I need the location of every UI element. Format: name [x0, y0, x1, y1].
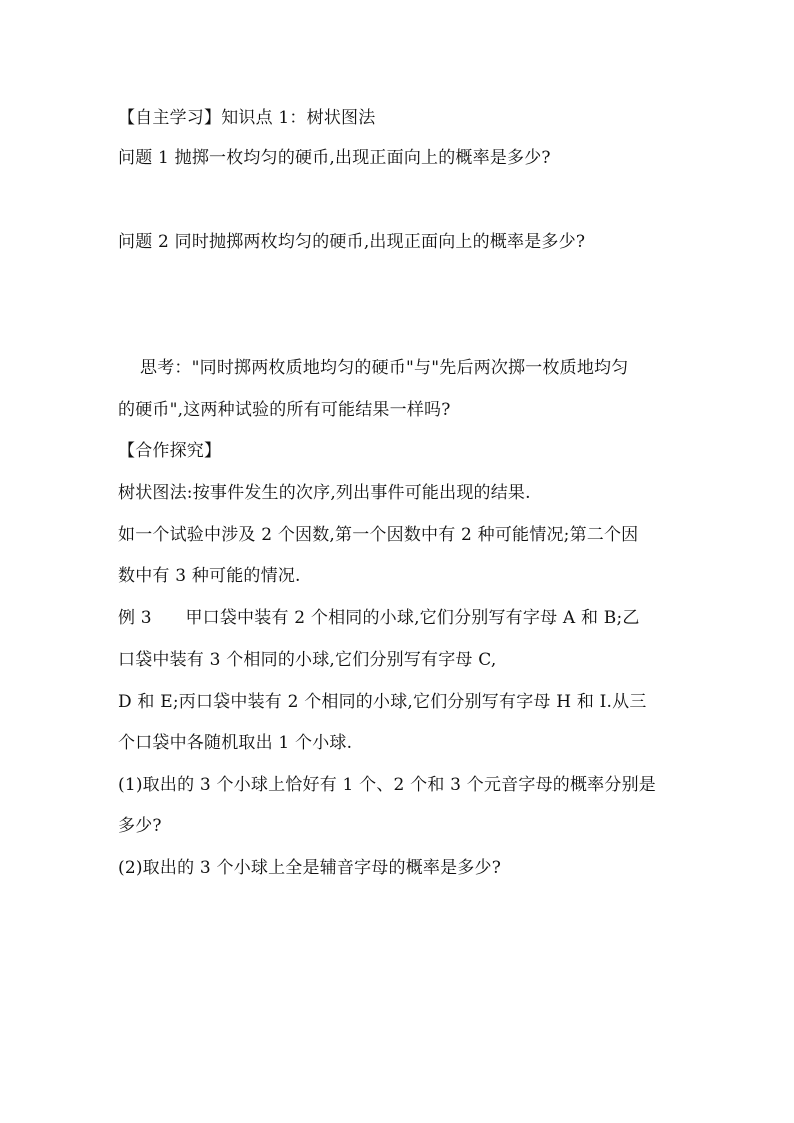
- thinking-prompt-line-1: 思考："同时掷两枚质地均匀的硬币"与"先后两次掷一枚质地均匀: [140, 358, 629, 378]
- sub-question-1-line-1: (1)取出的 3 个小球上恰好有 1 个、2 个和 3 个元音字母的概率分别是: [118, 775, 656, 795]
- section-heading-self-study: 【自主学习】知识点 1：树状图法: [118, 108, 376, 128]
- question-1: 问题 1 抛掷一枚均匀的硬币,出现正面向上的概率是多少?: [118, 148, 551, 168]
- example-3-line-3: D 和 E;丙口袋中装有 2 个相同的小球,它们分别写有字母 H 和 I.从三: [118, 692, 647, 712]
- example-3-line-4: 个口袋中各随机取出 1 个小球.: [118, 733, 353, 753]
- tree-diagram-definition: 树状图法:按事件发生的次序,列出事件可能出现的结果.: [118, 483, 531, 503]
- factor-description-line-1: 如一个试验中涉及 2 个因数,第一个因数中有 2 种可能情况;第二个因: [118, 525, 639, 545]
- thinking-prompt-line-2: 的硬币",这两种试验的所有可能结果一样吗?: [118, 400, 451, 420]
- sub-question-1-line-2: 多少?: [118, 816, 162, 836]
- sub-question-2: (2)取出的 3 个小球上全是辅音字母的概率是多少?: [118, 858, 502, 878]
- factor-description-line-2: 数中有 3 种可能的情况.: [118, 566, 301, 586]
- example-3-line-1: 例 3 甲口袋中装有 2 个相同的小球,它们分别写有字母 A 和 B;乙: [118, 608, 640, 628]
- question-2: 问题 2 同时抛掷两枚均匀的硬币,出现正面向上的概率是多少?: [118, 232, 586, 252]
- example-3-line-2: 口袋中装有 3 个相同的小球,它们分别写有字母 C,: [118, 650, 497, 670]
- section-heading-cooperative: 【合作探究】: [118, 441, 222, 461]
